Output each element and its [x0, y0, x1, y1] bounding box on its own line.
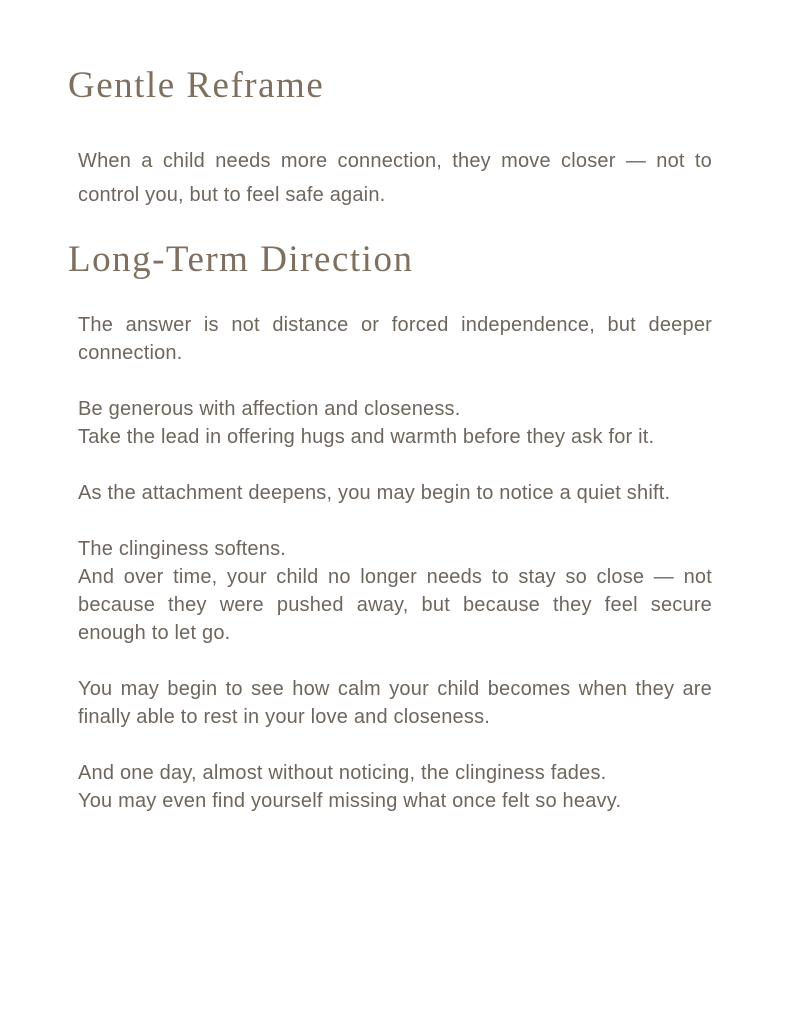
paragraph — [78, 535, 712, 647]
paragraph-line: When a child needs more connection, they move closer — not to control you, but to feel safe again. — [78, 150, 712, 207]
paragraph-line: And one day, almost without noticing, the clinginess fades. — [78, 761, 607, 784]
page-heading-long-term-direction: Long-Term Direction — [68, 239, 414, 281]
section-gentle-reframe — [68, 64, 712, 212]
paragraph-line: Be generous with affection and closeness. — [78, 397, 461, 420]
paragraph — [78, 311, 712, 367]
paragraph-line: Take the lead in offering hugs and warmth before they ask for it. — [78, 425, 655, 448]
section-long-term-direction — [68, 238, 712, 814]
paragraph-line: And over time, your child no longer needs to stay so close — not because they were pushed away, but because they feel secure enough to let go. — [78, 565, 712, 644]
paragraph — [78, 395, 712, 451]
paragraph — [78, 479, 712, 507]
paragraph-line: You may even find yourself missing what once felt so heavy. — [78, 789, 622, 812]
paragraph — [78, 144, 712, 212]
paragraph — [78, 675, 712, 731]
paragraph-line: The answer is not distance or forced independence, but deeper connection. — [78, 313, 712, 364]
paragraph-line: You may begin to see how calm your child becomes when they are finally able to rest in your love and closeness. — [78, 677, 712, 728]
paragraph-line: As the attachment deepens, you may begin to notice a quiet shift. — [78, 481, 671, 504]
paragraph-line: The clinginess softens. — [78, 537, 287, 560]
page-heading-gentle-reframe: Gentle Reframe — [68, 65, 325, 106]
paragraph — [78, 759, 712, 815]
